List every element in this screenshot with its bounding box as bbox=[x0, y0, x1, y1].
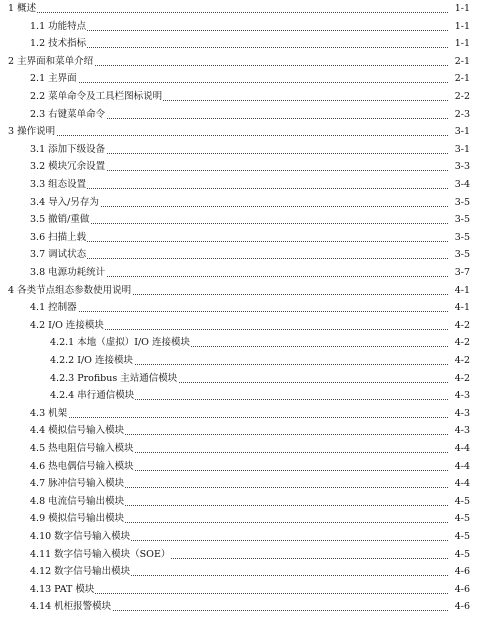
toc-entry[interactable] bbox=[0, 547, 480, 563]
toc-entry-label: 3.2 模块冗余设置 bbox=[30, 159, 106, 175]
toc-entry-page: 4-5 bbox=[454, 529, 470, 545]
toc-entry[interactable] bbox=[0, 142, 480, 158]
toc-entry-page: 4-4 bbox=[454, 441, 470, 457]
toc-entry-label: 4.1 控制器 bbox=[30, 300, 78, 316]
toc-entry-page: 2-1 bbox=[454, 54, 470, 70]
toc-dot-leader bbox=[12, 135, 448, 136]
toc-entry-label: 4.3 机架 bbox=[30, 406, 68, 422]
toc-entry-page: 4-6 bbox=[454, 564, 470, 580]
toc-entry-label: 2 主界面和菜单介绍 bbox=[8, 54, 94, 70]
toc-entry[interactable] bbox=[0, 177, 480, 193]
toc-entry-page: 2-2 bbox=[454, 89, 470, 105]
toc-dot-leader bbox=[34, 593, 448, 594]
toc-entry-label: 4.2.3 Profibus 主站通信模块 bbox=[50, 371, 178, 387]
toc-entry[interactable] bbox=[0, 230, 480, 246]
toc-entry-label: 3.1 添加下级设备 bbox=[30, 142, 106, 158]
toc-dot-leader bbox=[34, 223, 448, 224]
toc-entry-label: 4.2.1 本地（虚拟）I/O 连接模块 bbox=[50, 335, 191, 351]
toc-entry[interactable] bbox=[0, 159, 480, 175]
toc-entry-page: 3-4 bbox=[454, 177, 470, 193]
toc-entry[interactable] bbox=[0, 441, 480, 457]
toc-entry[interactable] bbox=[0, 1, 480, 17]
toc-entry-label: 4.6 热电偶信号输入模块 bbox=[30, 459, 135, 475]
toc-entry[interactable] bbox=[0, 353, 480, 369]
toc-entry-label: 2.3 右键菜单命令 bbox=[30, 107, 106, 123]
toc-dot-leader bbox=[34, 82, 448, 83]
toc-entry-page: 1-1 bbox=[454, 19, 470, 35]
toc-entry[interactable] bbox=[0, 511, 480, 527]
toc-entry[interactable] bbox=[0, 494, 480, 510]
toc-entry-label: 3.8 电源功耗统计 bbox=[30, 265, 106, 281]
toc-entry[interactable] bbox=[0, 212, 480, 228]
toc-entry[interactable] bbox=[0, 529, 480, 545]
toc-entry-page: 1-1 bbox=[454, 36, 470, 52]
toc-entry-label: 2.1 主界面 bbox=[30, 71, 78, 87]
toc-entry-label: 4.5 热电阻信号输入模块 bbox=[30, 441, 135, 457]
toc-entry-page: 4-2 bbox=[454, 353, 470, 369]
toc-dot-leader bbox=[34, 417, 448, 418]
toc-entry-page: 4-2 bbox=[454, 371, 470, 387]
toc-entry[interactable] bbox=[0, 89, 480, 105]
toc-entry-label: 3.3 组态设置 bbox=[30, 177, 87, 193]
toc-entry-label: 3.5 撤销/重做 bbox=[30, 212, 90, 228]
toc-entry-label: 2.2 菜单命令及工具栏图标说明 bbox=[30, 89, 163, 105]
toc-entry-page: 4-1 bbox=[454, 300, 470, 316]
toc-entry[interactable] bbox=[0, 300, 480, 316]
toc-entry[interactable] bbox=[0, 265, 480, 281]
toc-entry[interactable] bbox=[0, 19, 480, 35]
toc-entry-label: 4 各类节点组态参数使用说明 bbox=[8, 283, 132, 299]
toc-entry-label: 4.8 电流信号输出模块 bbox=[30, 494, 125, 510]
toc-entry[interactable] bbox=[0, 124, 480, 140]
toc-entry-page: 4-5 bbox=[454, 511, 470, 527]
toc-entry[interactable] bbox=[0, 459, 480, 475]
toc-dot-leader bbox=[34, 30, 448, 31]
toc-entry[interactable] bbox=[0, 564, 480, 580]
toc-entry[interactable] bbox=[0, 423, 480, 439]
toc-entry[interactable] bbox=[0, 247, 480, 263]
toc-entry-page: 3-5 bbox=[454, 195, 470, 211]
toc-entry-label: 1.2 技术指标 bbox=[30, 36, 87, 52]
toc-entry-page: 3-1 bbox=[454, 124, 470, 140]
toc-entry-label: 3.7 调试状态 bbox=[30, 247, 87, 263]
toc-entry-label: 4.11 数字信号输入模块（SOE） bbox=[30, 547, 171, 563]
toc-entry-page: 4-2 bbox=[454, 335, 470, 351]
toc-entry-page: 4-3 bbox=[454, 406, 470, 422]
toc-entry-label: 4.13 PAT 模块 bbox=[30, 582, 95, 598]
toc-entry-label: 4.14 机柜报警模块 bbox=[30, 599, 112, 615]
toc-entry-label: 4.2.2 I/O 连接模块 bbox=[50, 353, 134, 369]
toc-entry-page: 3-5 bbox=[454, 212, 470, 228]
toc-entry-page: 4-3 bbox=[454, 423, 470, 439]
toc-entry[interactable] bbox=[0, 71, 480, 87]
toc-entry-label: 3.4 导入/另存为 bbox=[30, 195, 100, 211]
toc-entry-label: 4.2.4 串行通信模块 bbox=[50, 388, 135, 404]
toc-entry-page: 3-5 bbox=[454, 247, 470, 263]
toc-entry[interactable] bbox=[0, 107, 480, 123]
toc-entry[interactable] bbox=[0, 406, 480, 422]
toc-entry-page: 4-1 bbox=[454, 283, 470, 299]
toc-entry[interactable] bbox=[0, 388, 480, 404]
toc-entry-label: 3.6 扫描上载 bbox=[30, 230, 87, 246]
toc-entry-label: 1 概述 bbox=[8, 1, 37, 17]
toc-entry-label: 3 操作说明 bbox=[8, 124, 56, 140]
toc-entry-label: 4.4 模拟信号输入模块 bbox=[30, 423, 125, 439]
toc-entry-label: 4.2 I/O 连接模块 bbox=[30, 318, 105, 334]
toc-entry[interactable] bbox=[0, 599, 480, 615]
toc-entry-label: 4.7 脉冲信号输入模块 bbox=[30, 476, 125, 492]
toc-dot-leader bbox=[34, 47, 448, 48]
toc-entry-page: 4-5 bbox=[454, 494, 470, 510]
toc-entry-page: 4-2 bbox=[454, 318, 470, 334]
toc-entry-page: 4-6 bbox=[454, 582, 470, 598]
toc-entry-label: 4.12 数字信号输出模块 bbox=[30, 564, 131, 580]
toc-entry-page: 3-7 bbox=[454, 265, 470, 281]
toc-dot-leader bbox=[34, 258, 448, 259]
toc-entry-page: 2-1 bbox=[454, 71, 470, 87]
toc-entry-label: 4.10 数字信号输入模块 bbox=[30, 529, 131, 545]
toc-entry-page: 3-1 bbox=[454, 142, 470, 158]
toc-entry-page: 3-5 bbox=[454, 230, 470, 246]
toc-entry[interactable] bbox=[0, 195, 480, 211]
toc-entry-page: 1-1 bbox=[454, 1, 470, 17]
toc-entry-page: 4-4 bbox=[454, 459, 470, 475]
toc-entry-page: 4-4 bbox=[454, 476, 470, 492]
toc-entry-label: 4.9 模拟信号输出模块 bbox=[30, 511, 125, 527]
toc-dot-leader bbox=[34, 311, 448, 312]
toc-entry[interactable] bbox=[0, 335, 480, 351]
toc-entry[interactable] bbox=[0, 283, 480, 299]
toc-entry[interactable] bbox=[0, 54, 480, 70]
toc-entry-page: 3-3 bbox=[454, 159, 470, 175]
toc-dot-leader bbox=[34, 188, 448, 189]
toc-entry[interactable] bbox=[0, 36, 480, 52]
toc-entry[interactable] bbox=[0, 371, 480, 387]
toc-entry-label: 1.1 功能特点 bbox=[30, 19, 87, 35]
toc-dot-leader bbox=[34, 241, 448, 242]
toc-entry[interactable] bbox=[0, 582, 480, 598]
toc-entry-page: 4-6 bbox=[454, 599, 470, 615]
toc-entry[interactable] bbox=[0, 476, 480, 492]
toc-entry-page: 4-5 bbox=[454, 547, 470, 563]
toc-entry[interactable] bbox=[0, 318, 480, 334]
toc-dot-leader bbox=[12, 12, 448, 13]
toc-entry-page: 2-3 bbox=[454, 107, 470, 123]
toc-entry-page: 4-3 bbox=[454, 388, 470, 404]
